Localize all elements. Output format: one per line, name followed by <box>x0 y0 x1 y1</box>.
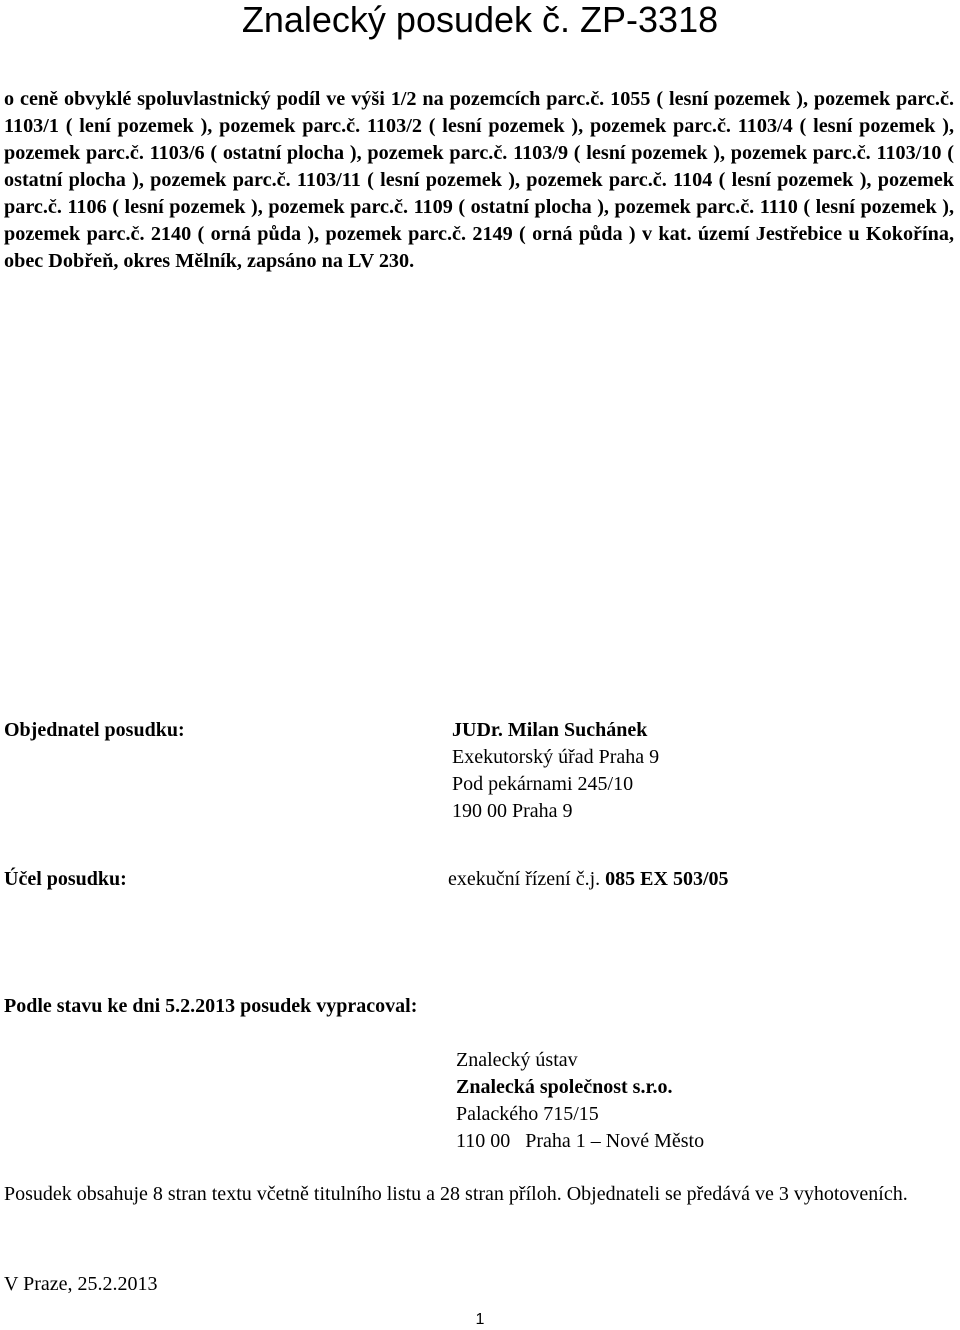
client-street: Pod pekárnami 245/10 <box>452 773 634 795</box>
page-number: 1 <box>475 1311 485 1328</box>
client-office: Exekutorský úřad Praha 9 <box>452 746 660 768</box>
purpose-value <box>448 866 729 893</box>
client-address-block <box>452 717 659 825</box>
author-address-block <box>456 1047 704 1155</box>
author-name: Znalecká společnost s.r.o. <box>456 1076 673 1098</box>
client-label: Objednatel posudku: <box>4 719 185 741</box>
author-city: 110 00 Praha 1 – Nové Město <box>456 1130 705 1152</box>
author-label: Podle stavu ke dni 5.2.2013 posudek vypracoval: <box>4 995 418 1017</box>
scope-note: Posudek obsahuje 8 stran textu včetně titulního listu a 28 stran příloh. Objednateli se předává ve 3 vyhotoveních. <box>4 1183 908 1205</box>
document-title: Znalecký posudek č. ZP-3318 <box>241 0 719 40</box>
purpose-case-number: 085 EX 503/05 <box>600 868 729 890</box>
client-city: 190 00 Praha 9 <box>452 800 573 822</box>
author-type: Znalecký ústav <box>456 1049 578 1071</box>
author-street: Palackého 715/15 <box>456 1103 599 1125</box>
valuation-subject: o ceně obvyklé spoluvlastnický podíl ve výši 1/2 na pozemcích parc.č. 1055 ( lesní pozemek ), pozemek parc.č. 1103/1 ( lení pozemek ), pozemek parc.č. 1103/2 ( lesní pozemek ), pozemek parc.č. 1103/4 ( lesní pozemek ), pozemek parc.č. 1103/6 ( ostatní plocha ), pozemek parc.č. 1103/9 ( lesní pozemek ), pozemek parc.č. 1103/10 ( ostatní plocha ), pozemek parc.č. 1103/11 ( lesní pozemek ), pozemek parc.č. 1104 ( lesní pozemek ), pozemek parc.č. 1106 ( lesní pozemek ), pozemek parc.č. 1109 ( ostatní plocha ), pozemek parc.č. 1110 ( lesní pozemek ), pozemek parc.č. 2140 ( orná půda ), pozemek parc.č. 2149 ( orná půda ) v kat. území Jestřebice u Kokořína, obec Dobřeň, okres Mělník, zapsáno na LV 230. <box>4 88 954 272</box>
place-and-date: V Praze, 25.2.2013 <box>4 1273 158 1295</box>
client-name: JUDr. Milan Suchánek <box>452 719 648 741</box>
purpose-label: Účel posudku: <box>4 868 127 890</box>
purpose-proceeding: exekuční řízení č.j. <box>448 868 601 890</box>
